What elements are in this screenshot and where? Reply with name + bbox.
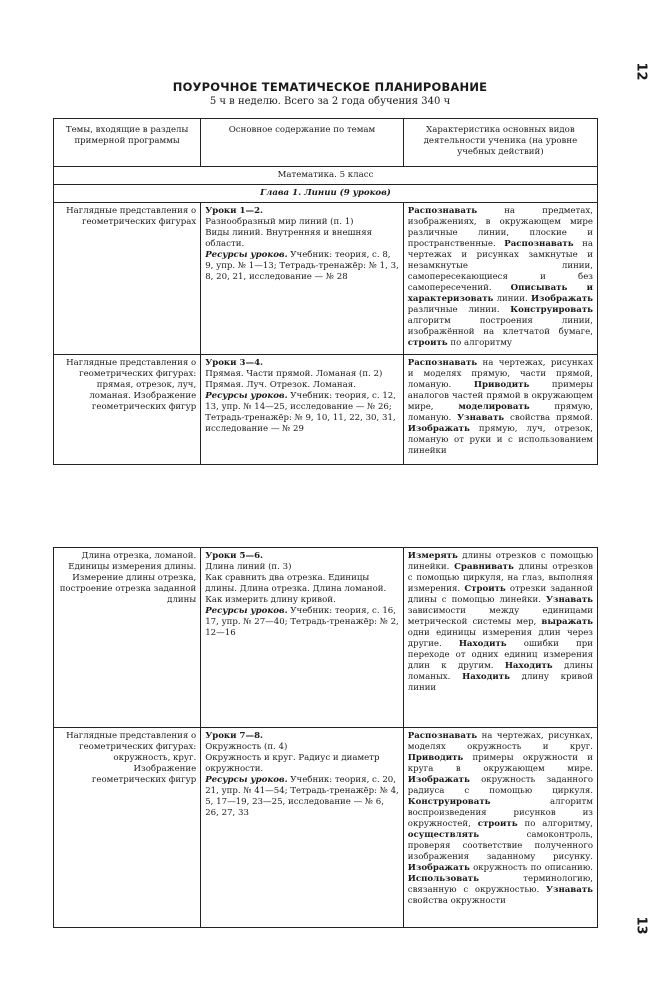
activity-verb: Изображать <box>407 775 470 785</box>
chapter-row <box>54 185 598 203</box>
activity-verb: Приводить <box>473 380 530 390</box>
activity-verb: Узнавать <box>545 595 593 605</box>
table-row <box>54 548 598 728</box>
table-row <box>54 203 598 355</box>
activity-verb: Изображать <box>407 424 470 434</box>
content-line: Прямая. Части прямой. Ломаная (п. 2) <box>205 369 383 379</box>
activity-text: различные линии. <box>407 305 511 315</box>
header-content: Основное содержание по темам <box>201 119 404 167</box>
activity-verb: Описывать и характеризовать <box>407 283 594 304</box>
content-line: Окружность (п. 4) <box>205 742 288 752</box>
class-row <box>54 167 598 185</box>
table-row <box>54 728 598 928</box>
activity-text: одни единицы измерения длин через другие. <box>407 628 593 649</box>
activity-text: прямую, луч, отрезок, ломаную от руки и с использованием линейки <box>407 424 593 456</box>
activity-cell <box>403 355 597 465</box>
resources-text: Учебник: теория, с. 12, 13, упр. № 14—25, исследование — № 26; Тетрадь-тренажёр: № 9, 10, 11, 22, 30, 31, исследование — № 29 <box>205 391 396 434</box>
activity-text: по алгоритму <box>447 338 512 348</box>
activity-verb: Распознавать <box>504 239 574 249</box>
header-topics: Темы, входящие в разделы примерной программы <box>54 119 201 167</box>
activity-verb: Находить <box>462 672 510 682</box>
resources-label: Ресурсы уроков. <box>205 606 288 616</box>
activity-text: алгоритм построения линии, изображённой на клетчатой бумаге, <box>407 316 593 337</box>
page-number-top: 12 <box>633 62 649 81</box>
activity-verb: выражать <box>541 617 593 627</box>
activity-text: на предметах, изображениях, в окружающем мире различные линии, плоские и пространственные. <box>407 206 593 249</box>
resources-text: Учебник: теория, с. 20, 21, упр. № 41—54; Тетрадь-тренажёр: № 4, 5, 17—19, 23—25, исследование — № 6, 26, 27, 33 <box>205 775 399 818</box>
activity-verb: осуществлять <box>407 830 480 840</box>
topic-cell: Наглядные представления о геометрических фигурах: окружность, круг. Изображение геометрических фигур <box>54 728 201 928</box>
activity-verb: Конструировать <box>407 797 491 807</box>
activity-text: примеры аналогов частей прямой в окружающем мире, <box>407 380 593 412</box>
activity-cell <box>403 728 597 928</box>
activity-verb: строить <box>407 338 448 348</box>
lesson-label: Уроки 5—6. <box>205 551 264 561</box>
content-line: Разнообразный мир линий (п. 1) <box>205 217 354 227</box>
activity-verb: Строить <box>464 584 506 594</box>
activity-text: отрезки заданной длины с помощью линейки. <box>407 584 593 605</box>
activity-verb: Использовать <box>407 874 479 884</box>
resources-label: Ресурсы уроков. <box>205 250 288 260</box>
activity-text: терминологию, связанную с окружностью. <box>407 874 593 895</box>
activity-text: по алгоритму, <box>517 819 593 829</box>
activity-text: свойства окружности <box>407 896 506 906</box>
header-activity: Характеристика основных видов деятельности ученика (на уровне учебных действий) <box>403 119 597 167</box>
lesson-label: Уроки 1—2. <box>205 206 264 216</box>
activity-text: прямую, ломаную. <box>407 402 594 423</box>
content-line: Как сравнить два отрезка. Единицы длины. Длина отрезка. Длина ломаной. Как измерить длину кривой. <box>205 573 387 605</box>
resources-label: Ресурсы уроков. <box>205 775 288 785</box>
page-number-bottom: 13 <box>633 916 649 935</box>
topic-cell: Длина отрезка, ломаной. Единицы измерения длины. Измерение длины отрезка, построение отрезка заданной длины <box>54 548 201 728</box>
planning-table-bottom <box>53 547 598 928</box>
activity-verb: Узнавать <box>457 413 505 423</box>
activity-verb: моделировать <box>458 402 530 412</box>
activity-text: длины отрезков с помощью линейки. <box>407 551 593 572</box>
activity-verb: Измерять <box>407 551 458 561</box>
topic-cell: Наглядные представления о геометрических фигурах <box>54 203 201 355</box>
resources-text: Учебник: теория, с. 16, 17, упр. № 27—40; Тетрадь-тренажёр: № 2, 12—16 <box>205 606 399 638</box>
activity-text: примеры окружности и круга в окружающем мире. <box>407 753 593 774</box>
activity-text: свойства прямой. <box>504 413 593 423</box>
lesson-label: Уроки 7—8. <box>205 731 264 741</box>
content-line: Виды линий. Внутренняя и внешняя области. <box>205 228 373 249</box>
activity-verb: Конструировать <box>510 305 593 315</box>
activity-verb: Узнавать <box>545 885 593 895</box>
activity-verb: строить <box>477 819 518 829</box>
activity-text: ошибки при переходе от одних единиц измерения длин к другим. <box>407 639 593 671</box>
content-line: Длина линий (п. 3) <box>205 562 292 572</box>
activity-text: на чертежах, рисунках и моделях прямую, части прямой, ломаную. <box>407 358 593 390</box>
activity-text: окружность заданного радиуса с помощью циркуля. <box>407 775 593 796</box>
content-line: Прямая. Луч. Отрезок. Ломаная. <box>205 380 356 390</box>
activity-verb: Находить <box>458 639 507 649</box>
activity-text: длину кривой линии <box>407 672 593 693</box>
activity-text: зависимости между единицами метрической системы мер, <box>407 606 593 627</box>
page-title: ПОУРОЧНОЕ ТЕМАТИЧЕСКОЕ ПЛАНИРОВАНИЕ <box>172 80 488 94</box>
chapter-label: Глава 1. Линии (9 уроков) <box>54 185 598 203</box>
page-subtitle: 5 ч в неделю. Всего за 2 года обучения 340 ч <box>209 96 451 107</box>
activity-verb: Изображать <box>407 863 470 873</box>
activity-cell <box>403 548 597 728</box>
table-row <box>54 355 598 465</box>
lesson-label: Уроки 3—4. <box>205 358 264 368</box>
activity-text: самоконтроль, проверяя соответствие полученного изображения заданному рисунку. <box>407 830 593 862</box>
activity-verb: Находить <box>504 661 553 671</box>
activity-text: длины ломаных. <box>407 661 593 682</box>
activity-text: на чертежах и рисунках замкнутые и незамкнутые линии, самопересекающиеся и без самопересечений. <box>407 239 593 293</box>
content-cell <box>201 355 404 465</box>
content-cell <box>201 728 404 928</box>
activity-verb: Распознавать <box>407 358 478 368</box>
activity-cell <box>403 203 597 355</box>
class-label: Математика. 5 класс <box>54 167 598 185</box>
resources-text: Учебник: теория, с. 8, 9, упр. № 1—13; Тетрадь-тренажёр: № 1, 3, 8, 20, 21, исследование — № 28 <box>205 250 399 282</box>
activity-text: алгоритм воспроизведения рисунков из окружностей, <box>407 797 593 829</box>
content-line: Окружность и круг. Радиус и диаметр окружности. <box>205 753 380 774</box>
activity-verb: Распознавать <box>407 731 478 741</box>
content-cell <box>201 203 404 355</box>
activity-text: окружность по описанию. <box>469 863 593 873</box>
activity-text: линии. <box>493 294 531 304</box>
resources-label: Ресурсы уроков. <box>205 391 288 401</box>
activity-text: длины отрезков с помощью циркуля, на глаз, выполняя измерения. <box>407 562 593 594</box>
table-header-row <box>54 119 598 167</box>
activity-verb: Сравнивать <box>454 562 514 572</box>
content-cell <box>201 548 404 728</box>
activity-verb: Приводить <box>407 753 464 763</box>
activity-text: на чертежах, рисунках, моделях окружность и круг. <box>407 731 593 752</box>
topic-cell: Наглядные представления о геометрических фигурах: прямая, отрезок, луч, ломаная. Изображение геометрических фигур <box>54 355 201 465</box>
activity-verb: Распознавать <box>407 206 478 216</box>
activity-verb: Изображать <box>530 294 593 304</box>
planning-table-top <box>53 118 598 465</box>
